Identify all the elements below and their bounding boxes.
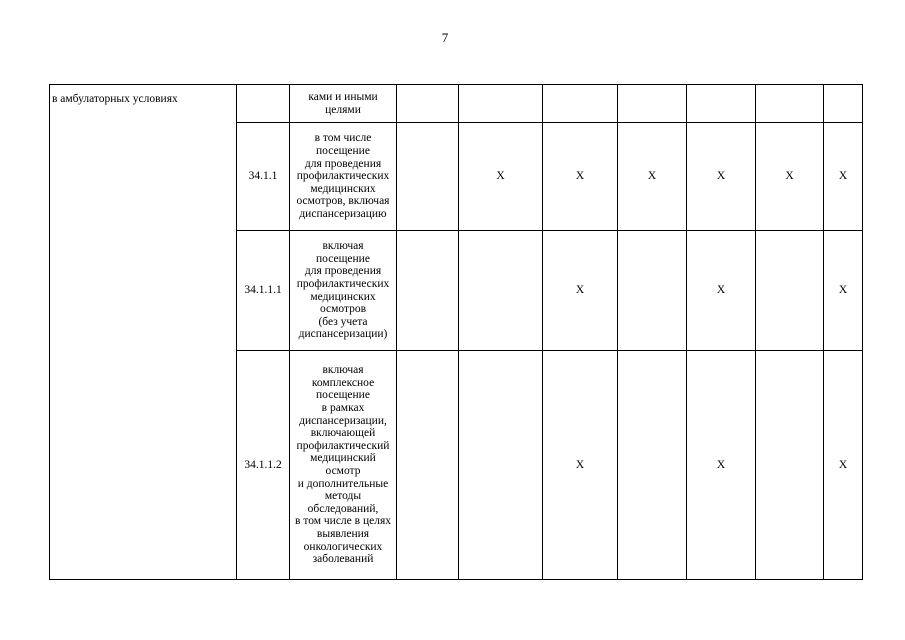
mark-cell: X bbox=[824, 351, 863, 580]
mark-cell: X bbox=[543, 123, 618, 231]
mark-cell: X bbox=[687, 351, 756, 580]
page-number: 7 bbox=[441, 30, 449, 45]
row-code bbox=[237, 85, 290, 123]
mark-cell bbox=[397, 85, 459, 123]
row-code: 34.1.1.1 bbox=[237, 231, 290, 351]
mark-cell bbox=[543, 85, 618, 123]
mark-cell bbox=[397, 123, 459, 231]
section-label: в амбулаторных условиях bbox=[50, 85, 237, 580]
row-description: ками и иными целями bbox=[290, 85, 397, 123]
mark-cell: X bbox=[459, 123, 543, 231]
mark-cell bbox=[397, 231, 459, 351]
mark-cell bbox=[756, 231, 824, 351]
mark-cell bbox=[618, 231, 687, 351]
row-description: в том числе посещение для проведения профилактических медицинских осмотров, включая диспансеризацию bbox=[290, 123, 397, 231]
row-description: включая комплексное посещение в рамках диспансеризации, включающей профилактический медицинский осмотр и дополнительные методы обследований, в том числе в целях выявления онкологических заболеваний bbox=[290, 351, 397, 580]
mark-cell: X bbox=[824, 123, 863, 231]
mark-cell bbox=[618, 85, 687, 123]
mark-cell bbox=[459, 85, 543, 123]
mark-cell bbox=[756, 351, 824, 580]
mark-cell bbox=[618, 351, 687, 580]
mark-cell bbox=[687, 85, 756, 123]
mark-cell bbox=[459, 231, 543, 351]
row-code: 34.1.1.2 bbox=[237, 351, 290, 580]
table-row bbox=[50, 85, 863, 123]
mark-cell: X bbox=[687, 231, 756, 351]
mark-cell: X bbox=[687, 123, 756, 231]
mark-cell bbox=[397, 351, 459, 580]
mark-cell: X bbox=[543, 351, 618, 580]
mark-cell bbox=[459, 351, 543, 580]
mark-cell: X bbox=[543, 231, 618, 351]
mark-cell: X bbox=[618, 123, 687, 231]
mark-cell bbox=[756, 85, 824, 123]
row-code: 34.1.1 bbox=[237, 123, 290, 231]
mark-cell: X bbox=[824, 231, 863, 351]
data-table bbox=[49, 84, 863, 580]
mark-cell: X bbox=[756, 123, 824, 231]
row-description: включая посещение для проведения профилактических медицинских осмотров (без учета диспансеризации) bbox=[290, 231, 397, 351]
mark-cell bbox=[824, 85, 863, 123]
